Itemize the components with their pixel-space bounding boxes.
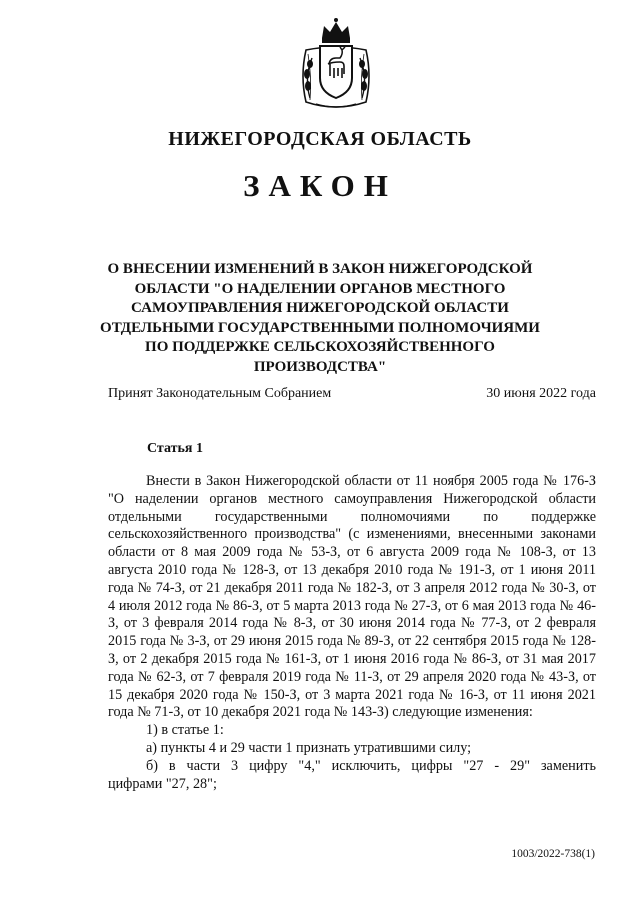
article-body bbox=[108, 473, 596, 793]
adoption-line bbox=[108, 386, 596, 402]
item-a: а) пункты 4 и 29 части 1 признать утратившими силу; bbox=[146, 739, 472, 756]
item-b-line1: б) в части 3 цифру "4," исключить, цифры "27 - 29" заменить bbox=[146, 757, 596, 774]
item-1: 1) в статье 1: bbox=[146, 722, 224, 739]
coat-of-arms-icon bbox=[296, 16, 376, 114]
document-number: 1003/2022-738(1) bbox=[511, 848, 595, 860]
item-b-line2: цифрами "27, 28"; bbox=[108, 775, 217, 792]
adopted-by: Принят Законодательным Собранием bbox=[108, 386, 332, 401]
law-title: О ВНЕСЕНИИ ИЗМЕНЕНИЙ В ЗАКОН НИЖЕГОРОДСКОЙ ОБЛАСТИ "О НАДЕЛЕНИИ ОРГАНОВ МЕСТНОГО САМОУПРАВЛЕНИЯ НИЖЕГОРОДСКОЙ ОБЛАСТИ ОТДЕЛЬНЫМИ ГОСУДАРСТВЕННЫМИ ПОЛНОМОЧИЯМИ ПО ПОДДЕРЖКЕ СЕЛЬСКОХОЗЯЙСТВЕННОГО ПРОИЗВОДСТВА" bbox=[100, 261, 540, 375]
article-heading: Статья 1 bbox=[147, 441, 203, 456]
article-intro: Внести в Закон Нижегородской области от 11 ноября 2005 года № 176-З "О наделении органов местного самоуправления Нижегородской области отдельными государственными полномочиями по поддержке сельскохозяйственного производства" (с изменениями, внесенными законами области от 8 мая 2009 года № 53-З, от 6 августа 2009 года № 108-З, от 13 августа 2010 года № 128-З, от 13 декабря 2010 года № 191-З, от 1 июня 2011 года № 74-З, от 21 декабря 2011 года № 182-З, от 3 апреля 2012 года № 30-З, от 4 июля 2012 года № 86-З, от 5 марта 2013 года № 27-З, от 6 мая 2013 года № 46-З, от 3 февраля 2014 года № 8-З, от 30 июня 2014 года № 77-З, от 2 февраля 2015 года № 3-З, от 29 июня 2015 года № 89-З, от 22 сентября 2015 года № 128-З, от 2 декабря 2015 года № 161-З, от 1 июня 2016 года № 86-З, от 31 мая 2017 года № 62-З, от 7 февраля 2019 года № 11-З, от 29 апреля 2020 года № 43-З, от 15 декабря 2020 года № 150-З, от 3 марта 2021 года № 16-З, от 11 июня 2021 года № 71-З, от 10 декабря 2021 года № 143-З) следующие изменения: bbox=[108, 473, 596, 721]
region-name: НИЖЕГОРОДСКАЯ ОБЛАСТЬ bbox=[168, 128, 472, 150]
adoption-date: 30 июня 2022 года bbox=[486, 386, 596, 401]
document-type: ЗАКОН bbox=[243, 168, 397, 203]
